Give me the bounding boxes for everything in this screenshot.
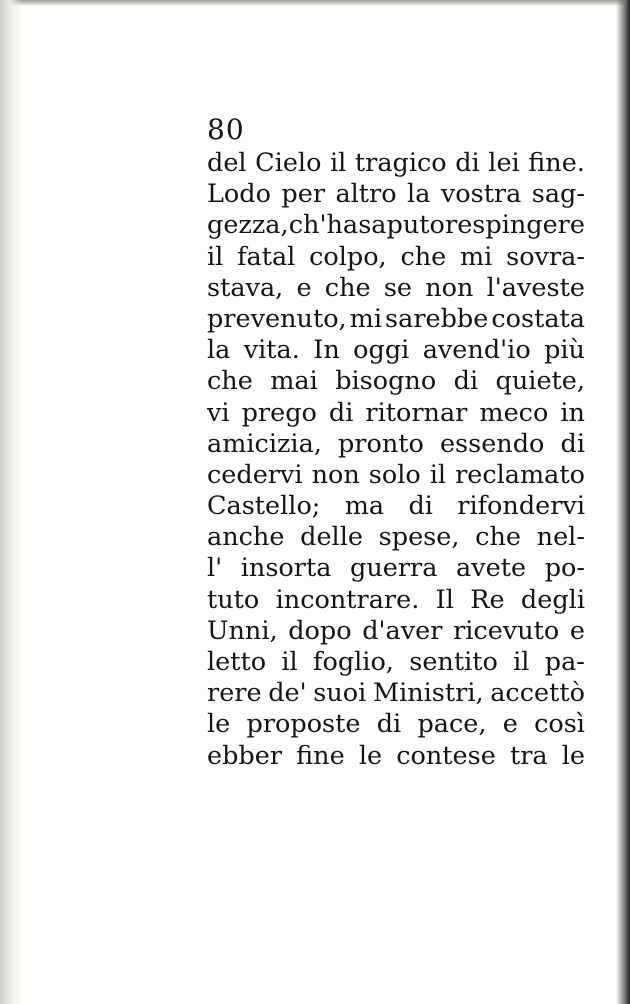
- word: solo: [368, 459, 421, 490]
- word: suoi: [313, 678, 367, 709]
- word: tragico: [354, 148, 447, 178]
- word: meco: [479, 397, 549, 428]
- word: oggi: [353, 335, 410, 366]
- word: costata: [491, 303, 585, 334]
- word: nel-: [536, 522, 585, 553]
- word: che: [207, 366, 253, 397]
- word: ch'ha: [288, 210, 359, 241]
- word: Ministri,: [372, 678, 484, 709]
- word: letto: [207, 647, 267, 677]
- text-line: [207, 647, 585, 678]
- page-number: 80: [207, 113, 245, 146]
- text-line: [207, 741, 585, 772]
- word: Unni,: [207, 615, 278, 646]
- word: rere: [207, 678, 262, 709]
- text-line: [207, 709, 585, 740]
- word: più: [544, 335, 585, 366]
- word: d'aver: [362, 615, 443, 646]
- word: pronto: [337, 428, 424, 459]
- word: ricevuto: [453, 615, 560, 646]
- text-line: [207, 335, 585, 366]
- word: sag-: [531, 179, 585, 210]
- word: respingere: [445, 210, 585, 241]
- word: di: [560, 428, 585, 459]
- text-line: [207, 273, 585, 304]
- body-text: [207, 148, 585, 772]
- word: prego: [241, 397, 317, 428]
- word: le: [358, 740, 383, 771]
- scan-right-edge: [616, 0, 630, 1004]
- word: il: [281, 647, 298, 677]
- word: vita.: [243, 335, 300, 366]
- word: di: [376, 709, 402, 740]
- word: amicizia,: [207, 428, 322, 459]
- text-line: [207, 616, 585, 647]
- text-line: [207, 179, 585, 210]
- word: anche: [207, 522, 285, 553]
- word: tuto: [207, 584, 260, 615]
- word: pace,: [417, 709, 487, 740]
- word: per: [281, 179, 326, 210]
- text-line: [207, 491, 585, 522]
- word: che: [324, 272, 371, 303]
- word: mai: [270, 366, 318, 397]
- text-line: [207, 585, 585, 616]
- word: fine: [296, 740, 345, 771]
- text-line: [207, 398, 585, 429]
- word: spese,: [378, 522, 460, 553]
- word: Castello;: [207, 491, 321, 522]
- word: insorta: [240, 553, 332, 584]
- word: sarebbe: [385, 303, 489, 334]
- word: l'aveste: [486, 272, 585, 303]
- word: il: [207, 241, 224, 272]
- word: contese: [396, 740, 496, 771]
- word: pa-: [544, 647, 585, 677]
- word: di: [453, 366, 479, 397]
- word: avend'io: [422, 335, 531, 366]
- word: l': [207, 553, 223, 584]
- word: guerra: [350, 553, 438, 584]
- word: ebber: [207, 740, 283, 771]
- word: mi: [460, 241, 493, 272]
- word: foglio,: [313, 647, 394, 677]
- word: altro: [335, 179, 397, 210]
- word: il: [513, 647, 530, 677]
- word: colpo,: [309, 241, 387, 272]
- word: le: [207, 709, 231, 740]
- word: e: [569, 615, 585, 646]
- word: in: [560, 397, 585, 428]
- word: quiete,: [495, 366, 585, 397]
- word: gezza,: [207, 210, 289, 241]
- text-line: [207, 304, 585, 335]
- word: Lodo: [207, 179, 271, 210]
- word: stava,: [207, 272, 284, 303]
- word: di: [408, 491, 433, 522]
- word: accettò: [490, 678, 585, 709]
- text-line: [207, 522, 585, 553]
- word: ritornar: [365, 397, 468, 428]
- word: Cielo: [255, 148, 322, 178]
- word: di: [455, 148, 480, 178]
- word: così: [534, 709, 585, 740]
- word: fatal: [237, 241, 296, 272]
- text-block: [207, 112, 585, 772]
- text-line: [207, 678, 585, 709]
- word: dopo: [288, 615, 352, 646]
- word: che: [400, 241, 447, 272]
- word: reclamato: [455, 459, 585, 490]
- word: del: [207, 148, 247, 178]
- word: lei: [488, 148, 520, 178]
- word: la: [407, 179, 431, 210]
- text-line: [207, 242, 585, 273]
- word: degli: [520, 584, 585, 615]
- scan-top-edge: [0, 0, 630, 6]
- word: proposte: [246, 709, 361, 740]
- word: mi: [349, 303, 383, 334]
- word: tra: [509, 740, 548, 771]
- text-line: [207, 460, 585, 491]
- word: essendo: [439, 428, 545, 459]
- word: cedervi: [207, 459, 303, 490]
- word: sovra-: [506, 241, 585, 272]
- word: non: [425, 272, 474, 303]
- text-line: [207, 553, 585, 584]
- word: se: [383, 272, 412, 303]
- text-line: [207, 210, 585, 241]
- word: rifondervi: [457, 491, 585, 522]
- word: ma: [344, 491, 385, 522]
- word: vostra: [440, 179, 522, 210]
- text-line: [207, 429, 585, 460]
- text-line: [207, 148, 585, 179]
- word: avete: [456, 553, 527, 584]
- word: Re: [470, 584, 505, 615]
- word: e: [296, 272, 312, 303]
- text-line: [207, 366, 585, 397]
- word: vi: [207, 397, 230, 428]
- word: sentito: [409, 647, 498, 677]
- word: fine.: [528, 148, 585, 178]
- word: di: [328, 397, 354, 428]
- word: le: [561, 740, 585, 771]
- word: In: [313, 335, 340, 366]
- word: bisogno: [335, 366, 437, 397]
- word: prevenuto,: [207, 303, 347, 334]
- word: Il: [435, 584, 454, 615]
- word: de': [268, 678, 307, 709]
- word: il: [330, 148, 347, 178]
- word: la: [207, 335, 231, 366]
- word: saputo: [358, 210, 445, 241]
- word: incontrare.: [275, 584, 420, 615]
- word: non: [311, 459, 360, 490]
- word: po-: [544, 553, 585, 584]
- word: il: [429, 459, 447, 490]
- word: e: [502, 709, 518, 740]
- word: delle: [300, 522, 363, 553]
- word: che: [475, 522, 521, 553]
- scan-left-edge: [0, 0, 22, 1004]
